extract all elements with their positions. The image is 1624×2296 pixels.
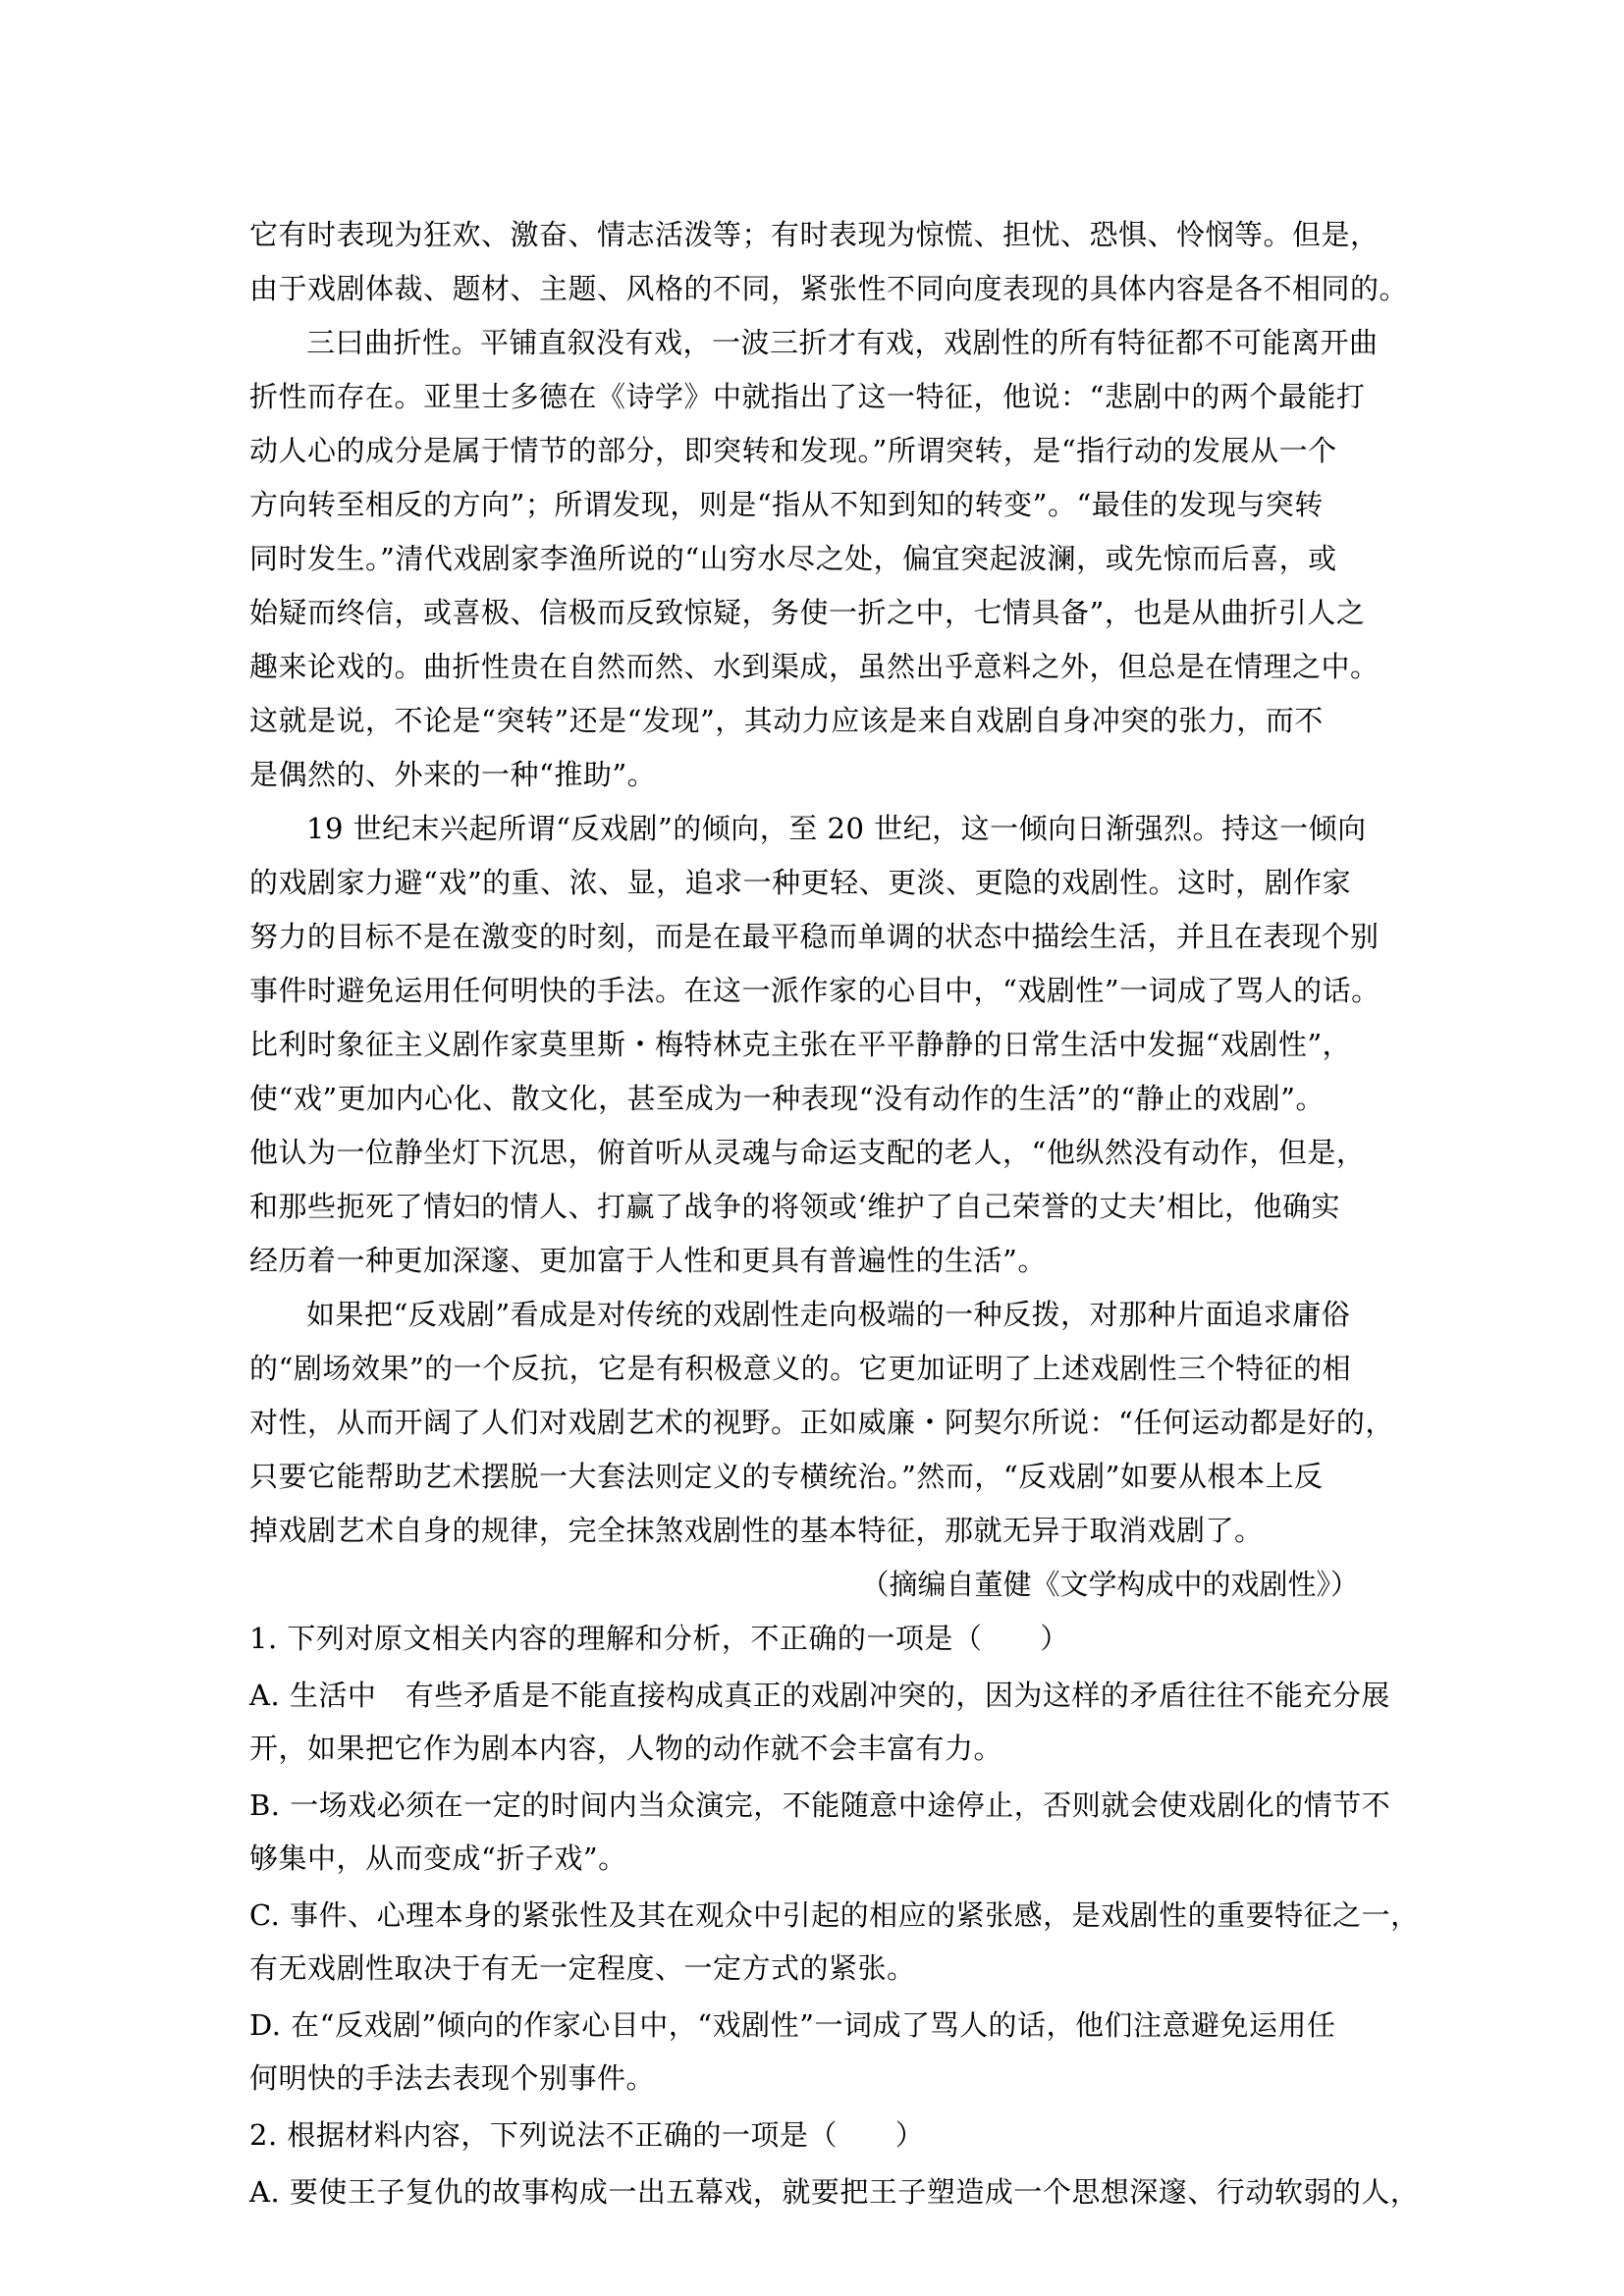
question-1 [249,1612,1420,2105]
option-line: A. 生活中 有些矛盾是不能直接构成真正的戏剧冲突的，因为这样的矛盾往往不能充分展 [249,1679,1390,1712]
paragraph-4 [249,1288,1394,1558]
text-line: 比利时象征主义剧作家莫里斯・梅特林克主张在平平静静的日常生活中发掘“戏剧性”， [249,1028,1352,1061]
text-line: 三曰曲折性。平铺直叙没有戏，一波三折才有戏，戏剧性的所有特征都不可能离开曲 [306,326,1379,359]
text-line: 的戏剧家力避“戏”的重、浓、显，追求一种更轻、更淡、更隐的戏剧性。这时，剧作家 [249,866,1352,899]
text-line: 的“剧场效果”的一个反抗，它是有积极意义的。它更加证明了上述戏剧性三个特征的相 [249,1352,1352,1385]
text-line: 同时发生。”清代戏剧家李渔所说的“山穷水尽之处，偏宜突起波澜，或先惊而后喜，或 [249,542,1337,575]
option-line: 开，如果把它作为剧本内容，人物的动作就不会丰富有力。 [249,1732,1003,1765]
text-line: 由于戏剧体裁、题材、主题、风格的不同，紧张性不同向度表现的具体内容是各不相同的。 [249,272,1409,305]
paragraph-1 [249,208,1409,316]
option-a [249,1669,1390,1775]
document-content [249,208,1420,2218]
option-line: D. 在“反戏剧”倾向的作家心目中，“戏剧性”一词成了骂人的话，他们注意避免运用任 [249,2008,1336,2042]
text-line: 努力的目标不是在激变的时刻，而是在最平稳而单调的状态中描绘生活，并且在表现个别 [249,920,1380,953]
text-line: 方向转至相反的方向”；所谓发现，则是“指从不知到知的转变”。“最佳的发现与突转 [249,488,1324,521]
option-line: 够集中，从而变成“折子戏”。 [249,1842,627,1875]
option-line: 有无戏剧性取决于有无一定程度、一定方式的紧张。 [249,1951,916,1985]
option-b [249,1779,1391,1885]
question-stem: 1. 下列对原文相关内容的理解和分析，不正确的一项是（ ） [249,1622,1069,1655]
text-line: 只要它能帮助艺术摆脱一大套法则定义的专横统治。”然而，“反戏剧”如要从根本上反 [249,1460,1324,1493]
text-line: 对性，从而开阔了人们对戏剧艺术的视野。正如威廉・阿契尔所说：“任何运动都是好的， [249,1406,1394,1439]
text-line: 是偶然的、外来的一种“推助”。 [249,758,657,791]
text-line: 和那些扼死了情妇的情人、打赢了战争的将领或‘维护了自己荣誉的丈夫’相比，他确实 [249,1190,1340,1223]
source-citation: （摘编自董健《文学构成中的戏剧性》） [860,1568,1359,1601]
option-line: 何明快的手法去表现个别事件。 [249,2061,656,2095]
option-line: B. 一场戏必须在一定的时间内当众演完，不能随意中途停止，否则就会使戏剧化的情节不 [249,1789,1391,1822]
text-line: 折性而存在。亚里士多德在《诗学》中就指出了这一特征，他说：“悲剧中的两个最能打 [249,380,1366,413]
text-line: 动人心的成分是属于情节的部分，即突转和发现。”所谓突转，是“指行动的发展从一个 [249,434,1337,467]
text-line: 趣来论戏的。曲折性贵在自然而然、水到渠成，虽然出乎意料之外，但总是在情理之中。 [249,650,1380,683]
option-d [249,1999,1379,2105]
text-line: 始疑而终信，或喜极、信极而反致惊疑，务使一折之中，七情具备”，也是从曲折引人之 [249,596,1366,629]
option-line: A. 要使王子复仇的故事构成一出五幕戏，就要把王子塑造成一个思想深邃、行动软弱的人， [249,2175,1420,2209]
paragraph-2 [249,316,1379,802]
text-line: 如果把“反戏剧”看成是对传统的戏剧性走向极端的一种反拨，对那种片面追求庸俗 [306,1298,1351,1331]
option-a [249,2165,1420,2218]
text-line: 掉戏剧艺术自身的规律，完全抹煞戏剧性的基本特征，那就无异于取消戏剧了。 [249,1514,1264,1547]
text-line: 事件时避免运用任何明快的手法。在这一派作家的心目中，“戏剧性”一词成了骂人的话。 [249,974,1380,1007]
text-line: 这就是说，不论是“突转”还是“发现”，其动力应该是来自戏剧自身冲突的张力，而不 [249,704,1324,737]
text-line: 使“戏”更加内心化、散文化，甚至成为一种表现“没有动作的生活”的“静止的戏剧”。 [249,1082,1325,1115]
paragraph-3 [249,802,1379,1288]
option-c [249,1889,1420,1995]
question-stem: 2. 根据材料内容，下列说法不正确的一项是（ ） [249,2118,925,2152]
question-2 [249,2109,1420,2218]
text-line: 经历着一种更加深邃、更加富于人性和更具有普遍性的生活”。 [249,1244,1047,1277]
option-line: C. 事件、心理本身的紧张性及其在观众中引起的相应的紧张感，是戏剧性的重要特征之一， [249,1898,1420,1932]
text-line: 19 世纪末兴起所谓“反戏剧”的倾向，至 20 世纪，这一倾向日渐强烈。持这一倾向 [306,812,1367,845]
text-line: 他认为一位静坐灯下沉思，俯首听从灵魂与命运支配的老人，“他纵然没有动作，但是， [249,1136,1366,1169]
text-line: 它有时表现为狂欢、激奋、情志活泼等；有时表现为惊慌、担忧、恐惧、怜悯等。但是， [249,218,1380,251]
